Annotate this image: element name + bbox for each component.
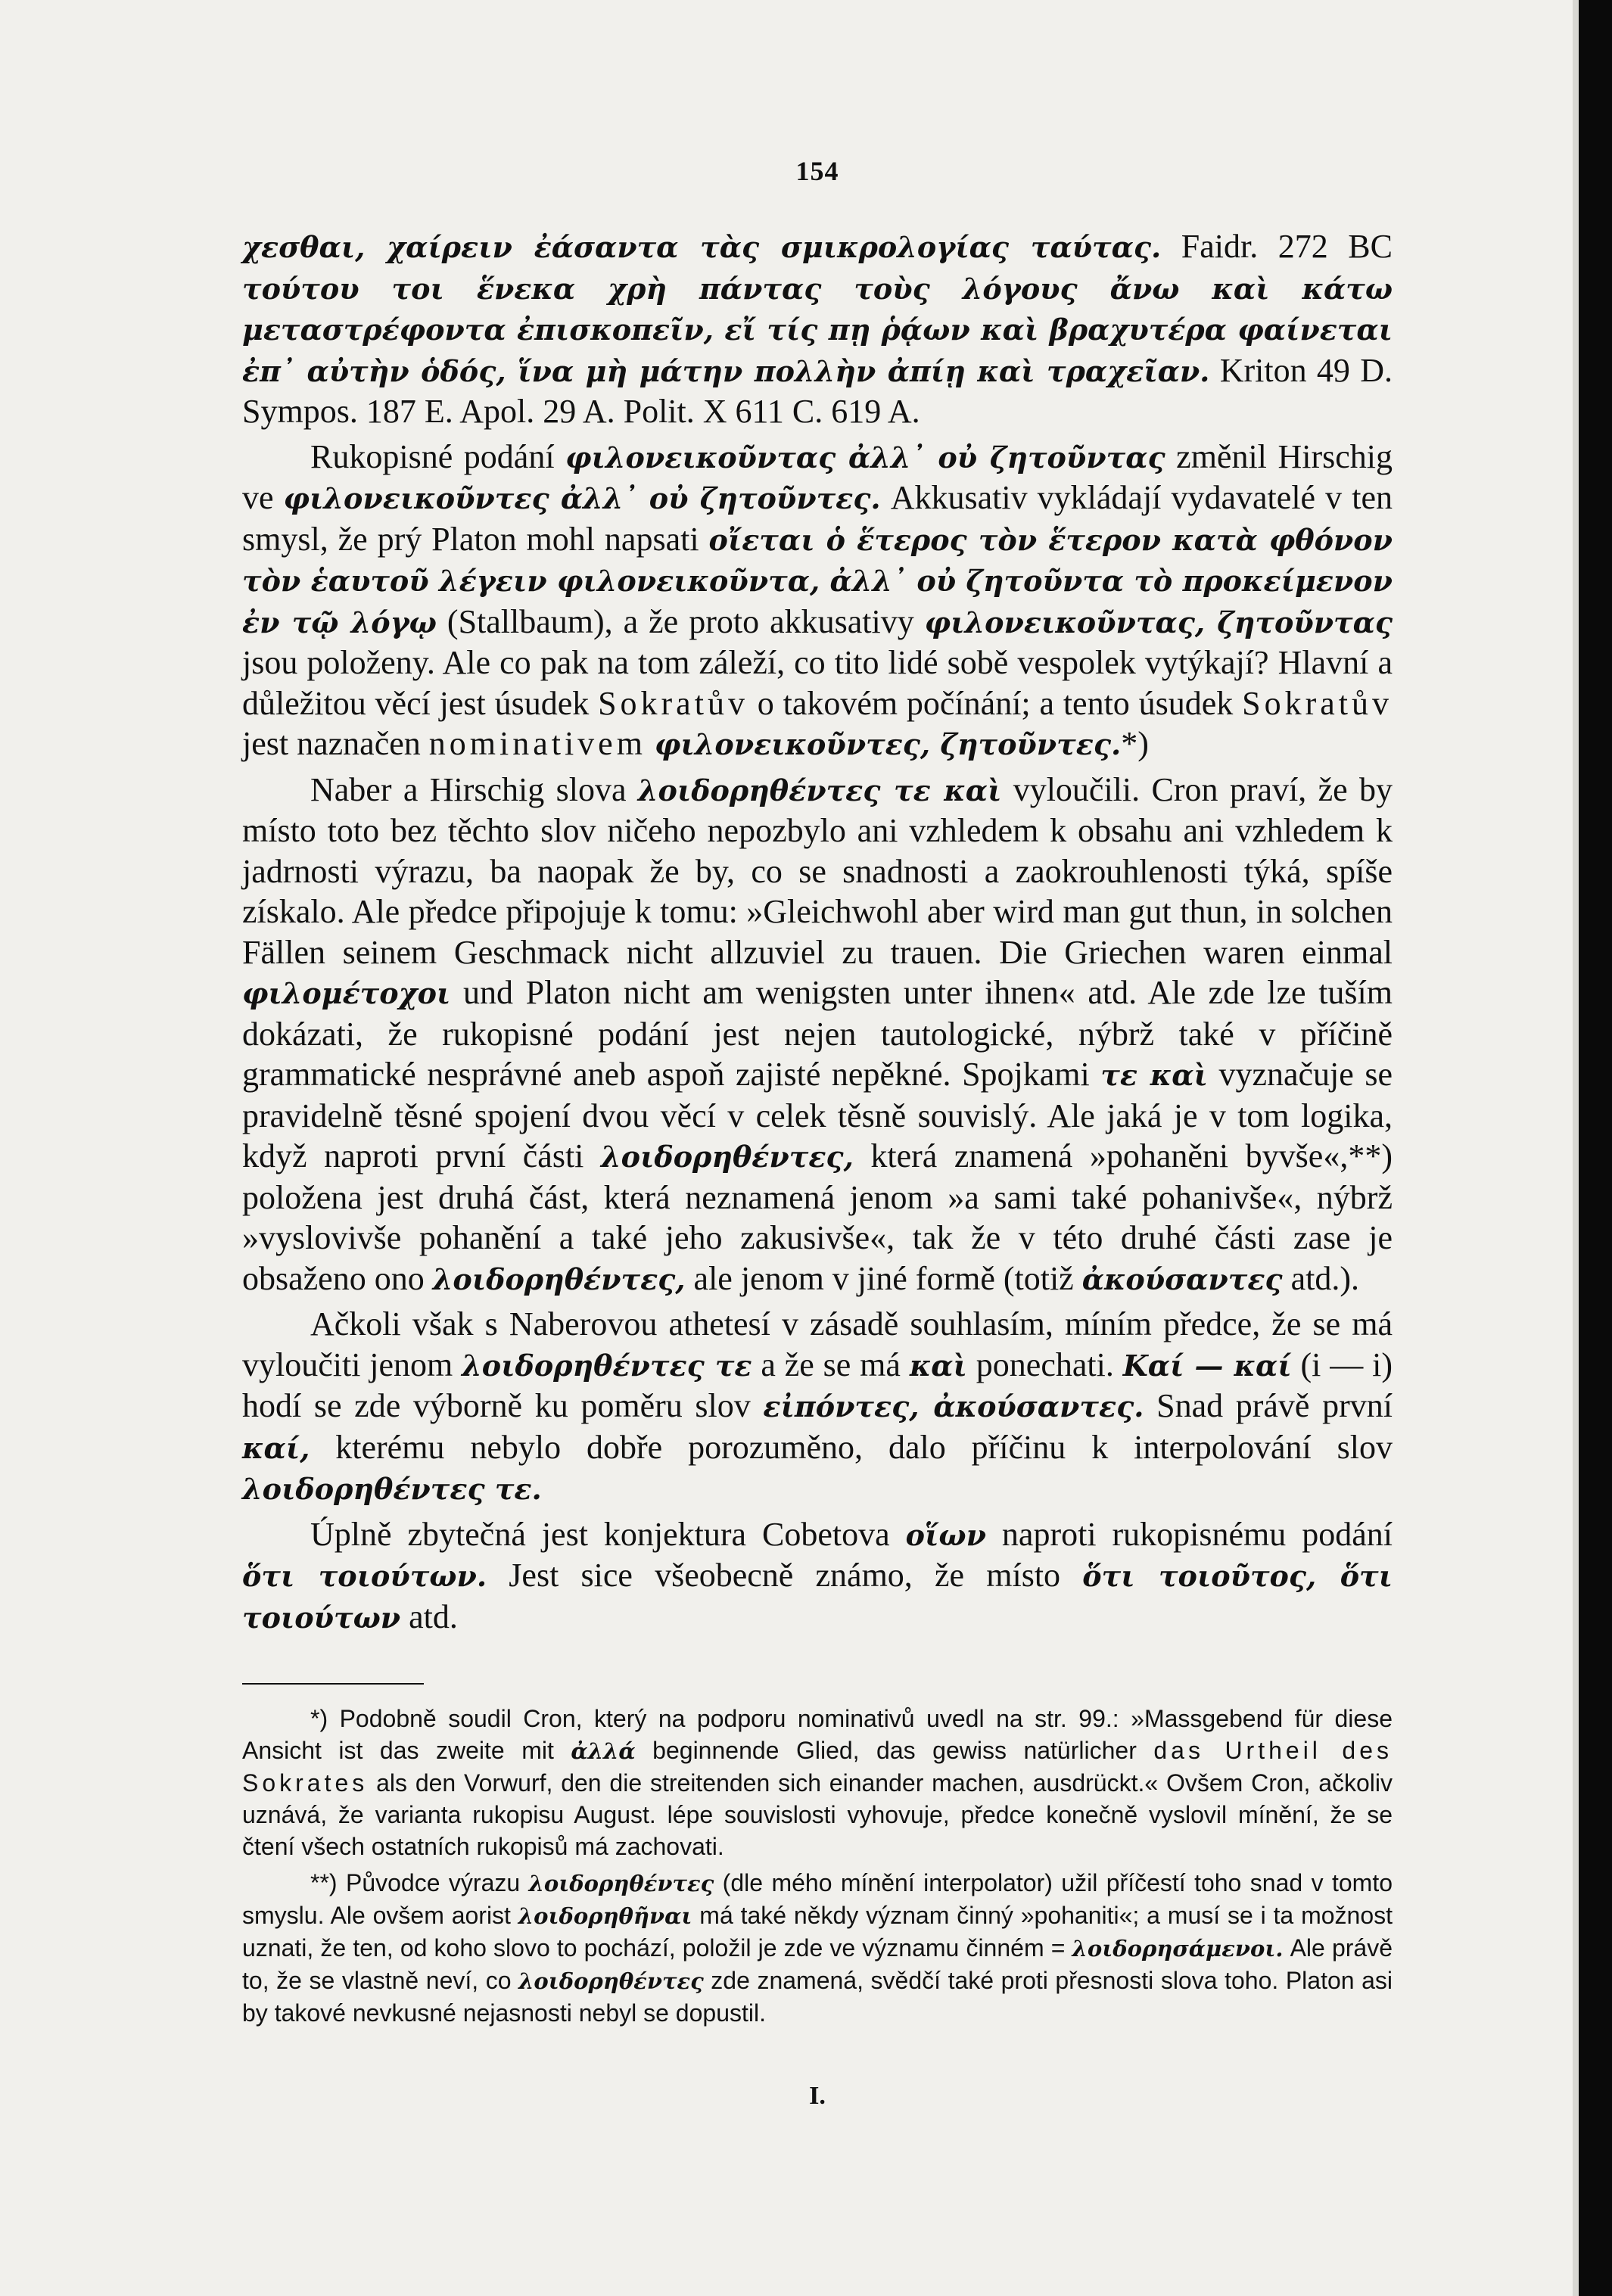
paragraph [242, 437, 1393, 765]
text-run: Ale právě to, že se vlastně neví, co [242, 1934, 1393, 1994]
greek-text: ἀκούσαντες [1081, 1262, 1283, 1296]
text-run: als den Vorwurf, den die streitenden sich einander machen, ausdrückt.« Ovšem Cron, ačkoliv uznává, že varianta rukopisu August. lépe souvislosti vyhovuje, předce konečně vyslovil mínění, že se čtení všech ostatních rukopisů má zachovati. [242, 1769, 1393, 1860]
paragraph [242, 770, 1393, 1300]
greek-text: καί, [242, 1430, 310, 1465]
text-run [646, 725, 655, 762]
text-run: Úplně zbytečná jest konjektura Cobetova [310, 1515, 906, 1553]
text-run: má také někdy význam činný »pohaniti«; a musí se i ta možnost uznati, že ten, od koho slovo to pochází, položil je zde ve významu činném = [242, 1902, 1393, 1962]
footnotes [242, 1703, 1393, 2029]
greek-text: χεσθαι, χαίρειν ἐάσαντα τὰς σμικρολογίας ταύτας. [242, 230, 1162, 264]
text-run: která znamená »pohaněni byvše«,**) položena jest druhá část, která neznamená jenom »a sami také pohanivše«, nýbrž »vyslovivše pohanění a také jeho zakusivše«, tak že v této druhé části zase je obsaženo ono [242, 1137, 1393, 1297]
footnote-rule [242, 1683, 424, 1685]
greek-text: λοιδορηθέντες τε [462, 1348, 752, 1383]
page-content [242, 155, 1393, 2111]
greek-text: ὅτι τοιούτων. [242, 1559, 487, 1593]
greek-text: τε καὶ [1100, 1058, 1208, 1092]
greek-text: οἵων [905, 1517, 986, 1552]
text-run: (dle mého mínění interpolator) užil příčestí toho snad v tomto smyslu. Ale ovšem aorist [242, 1869, 1393, 1929]
paragraph [242, 226, 1393, 432]
greek-text: φιλονεικοῦντες, ζητοῦντες. [654, 727, 1122, 761]
footnote [242, 1867, 1393, 2029]
greek-text: οἴεται ὁ ἕτερος τὸν ἕτερον κατὰ φθόνον τὸν ἑαυτοῦ λέγειν φιλονεικοῦντα, ἀλλ᾽ οὐ ζητοῦντα τὸ προκείμενον ἐν τῷ λόγῳ [242, 522, 1393, 639]
greek-text: καὶ [909, 1348, 967, 1383]
text-run: (Stallbaum), a že proto akkusativy [436, 602, 925, 640]
spaced-text: nominativem [428, 725, 646, 762]
text-run: vyznačuje se pravidelně těsné spojení dvou věcí v celek těsně souvislý. Ale jaká je v tom logika, když naproti první části [242, 1056, 1393, 1174]
text-run: Naber a Hirschig slova [310, 770, 638, 808]
greek-text: λοιδορησάμενοι. [1072, 1936, 1284, 1962]
text-run: *) Podobně soudil Cron, který na podporu nominativů uvedl na str. 99.: »Massgebend für diese Ansicht ist das zweite mit [242, 1705, 1393, 1764]
text-run: atd. [400, 1598, 458, 1635]
paragraph [242, 1304, 1393, 1510]
paragraph [242, 1514, 1393, 1638]
greek-text: λοιδορηθέντες [528, 1871, 714, 1896]
text-run: kterému nebylo dobře porozuměno, dalo příčinu k interpolování slov [310, 1428, 1393, 1466]
text-run: jsou položeny. Ale co pak na tom záleží, co tito lidé sobě vespolek vytýkají? Hlavní a důležitou věcí jest úsudek [242, 644, 1393, 722]
signature-mark: I. [809, 2082, 826, 2110]
scan-border [1579, 0, 1612, 2296]
text-run: vyloučili. Cron praví, že by místo toto bez těchto slov ničeho nepozbylo ani vzhledem k obsahu ani vzhledem k jadrnosti výrazu, ba naopak že by, co se snadnosti a zaokrouhlenosti týká, spíše získalo. Ale předce připojuje k tomu: »Gleichwohl aber wird man gut thun, in solchen Fällen seinem Geschmack nicht allzuviel zu trauen. Die Griechen waren einmal [242, 770, 1393, 971]
greek-text: λοιδορηθέντες [518, 1968, 704, 1994]
text-run: Rukopisné podání [310, 437, 566, 475]
greek-text: λοιδορηθέντες τε. [242, 1472, 542, 1506]
greek-text: φιλονεικοῦντας, ζητοῦντας [924, 605, 1393, 639]
body-text [242, 226, 1393, 1638]
text-run: o takovém počínání; a tento úsudek [748, 684, 1243, 722]
text-run: Faidr. 272 BC [1161, 228, 1393, 265]
text-run: Kriton 49 D. Sympos. 187 E. Apol. 29 A. Polit. X 611 C. 619 A. [242, 351, 1393, 430]
greek-text: ὅτι τοιοῦτος, ὅτι τοιούτων [242, 1559, 1393, 1635]
text-run: naproti rukopisnému podání [985, 1515, 1393, 1553]
greek-text: εἰπόντες, ἀκούσαντες. [763, 1389, 1144, 1423]
greek-text: λοιδορηθῆναι [518, 1903, 692, 1929]
greek-text: λοιδορηθέντες, [432, 1262, 686, 1296]
greek-text: φιλονεικοῦντας ἀλλ᾽ οὐ ζητοῦντας [565, 440, 1165, 474]
spaced-text: Sokratův [1242, 684, 1393, 722]
spaced-text: das Urtheil des Sokrates [242, 1737, 1393, 1797]
text-run: a že se má [752, 1346, 910, 1383]
text-run: ale jenom v jiné formě (totiž [685, 1259, 1082, 1297]
text-run: jest naznačen [242, 725, 429, 762]
text-run: Jest sice všeobecně známo, že místo [487, 1557, 1083, 1594]
greek-text: φιλονεικοῦντες ἀλλ᾽ οὐ ζητοῦντες. [283, 481, 881, 515]
greek-text: λοιδορηθέντες τε καὶ [637, 773, 1002, 807]
text-run: *) [1121, 725, 1149, 762]
text-run: atd.). [1282, 1259, 1359, 1297]
page-edge-shadow [1573, 0, 1579, 2296]
page-number: 154 [795, 156, 839, 186]
text-run: und Platon nicht am wenigsten unter ihnen« atd. Ale zde lze tuším dokázati, že rukopisné podání jest nejen tautologické, nýbrž také v příčině grammatické nesprávné aneb aspoň zajisté nepěkné. Spojkami [242, 974, 1393, 1093]
greek-text: φιλομέτοχοι [242, 976, 451, 1010]
text-run: (i — i) hodí se zde výborně ku poměru slov [242, 1346, 1393, 1424]
text-run: zde znamená, svědčí také proti přesnosti slova toho. Platon asi by takové nevkusné nejasnosti nebyl se dopustil. [242, 1967, 1393, 2027]
greek-text: Καί — καί [1122, 1348, 1292, 1383]
text-run: Snad právě první [1144, 1387, 1393, 1424]
greek-text: λοιδορηθέντες, [600, 1140, 854, 1174]
footnote [242, 1703, 1393, 1862]
text-run: Ačkoli však s Naberovou athetesí v zásadě souhlasím, míním předce, že se má vyloučiti jenom [242, 1305, 1393, 1383]
text-run: Akkusativ vykládají vydavatelé v ten smysl, že prý Platon mohl napsati [242, 479, 1393, 558]
greek-text: ἀλλά [571, 1738, 636, 1764]
text-run: změnil Hirschig ve [242, 437, 1393, 516]
text-run: **) Původce výrazu [310, 1869, 529, 1896]
text-run: ponechati. [966, 1346, 1123, 1383]
spaced-text: Sokratův [598, 684, 748, 722]
text-run: beginnende Glied, das gewiss natürlicher [635, 1737, 1154, 1764]
greek-text: τούτου τοι ἕνεκα χρὴ πάντας τοὺς λόγους ἄνω καὶ κάτω μεταστρέφοντα ἐπισκοπεῖν, εἴ τίς πῃ ῥᾴων καὶ βραχυτέρα φαίνεται ἐπ᾽ αὐτὴν ὁδός, ἵνα μὴ μάτην πολλὴν ἀπίῃ καὶ τραχεῖαν. [242, 271, 1393, 388]
